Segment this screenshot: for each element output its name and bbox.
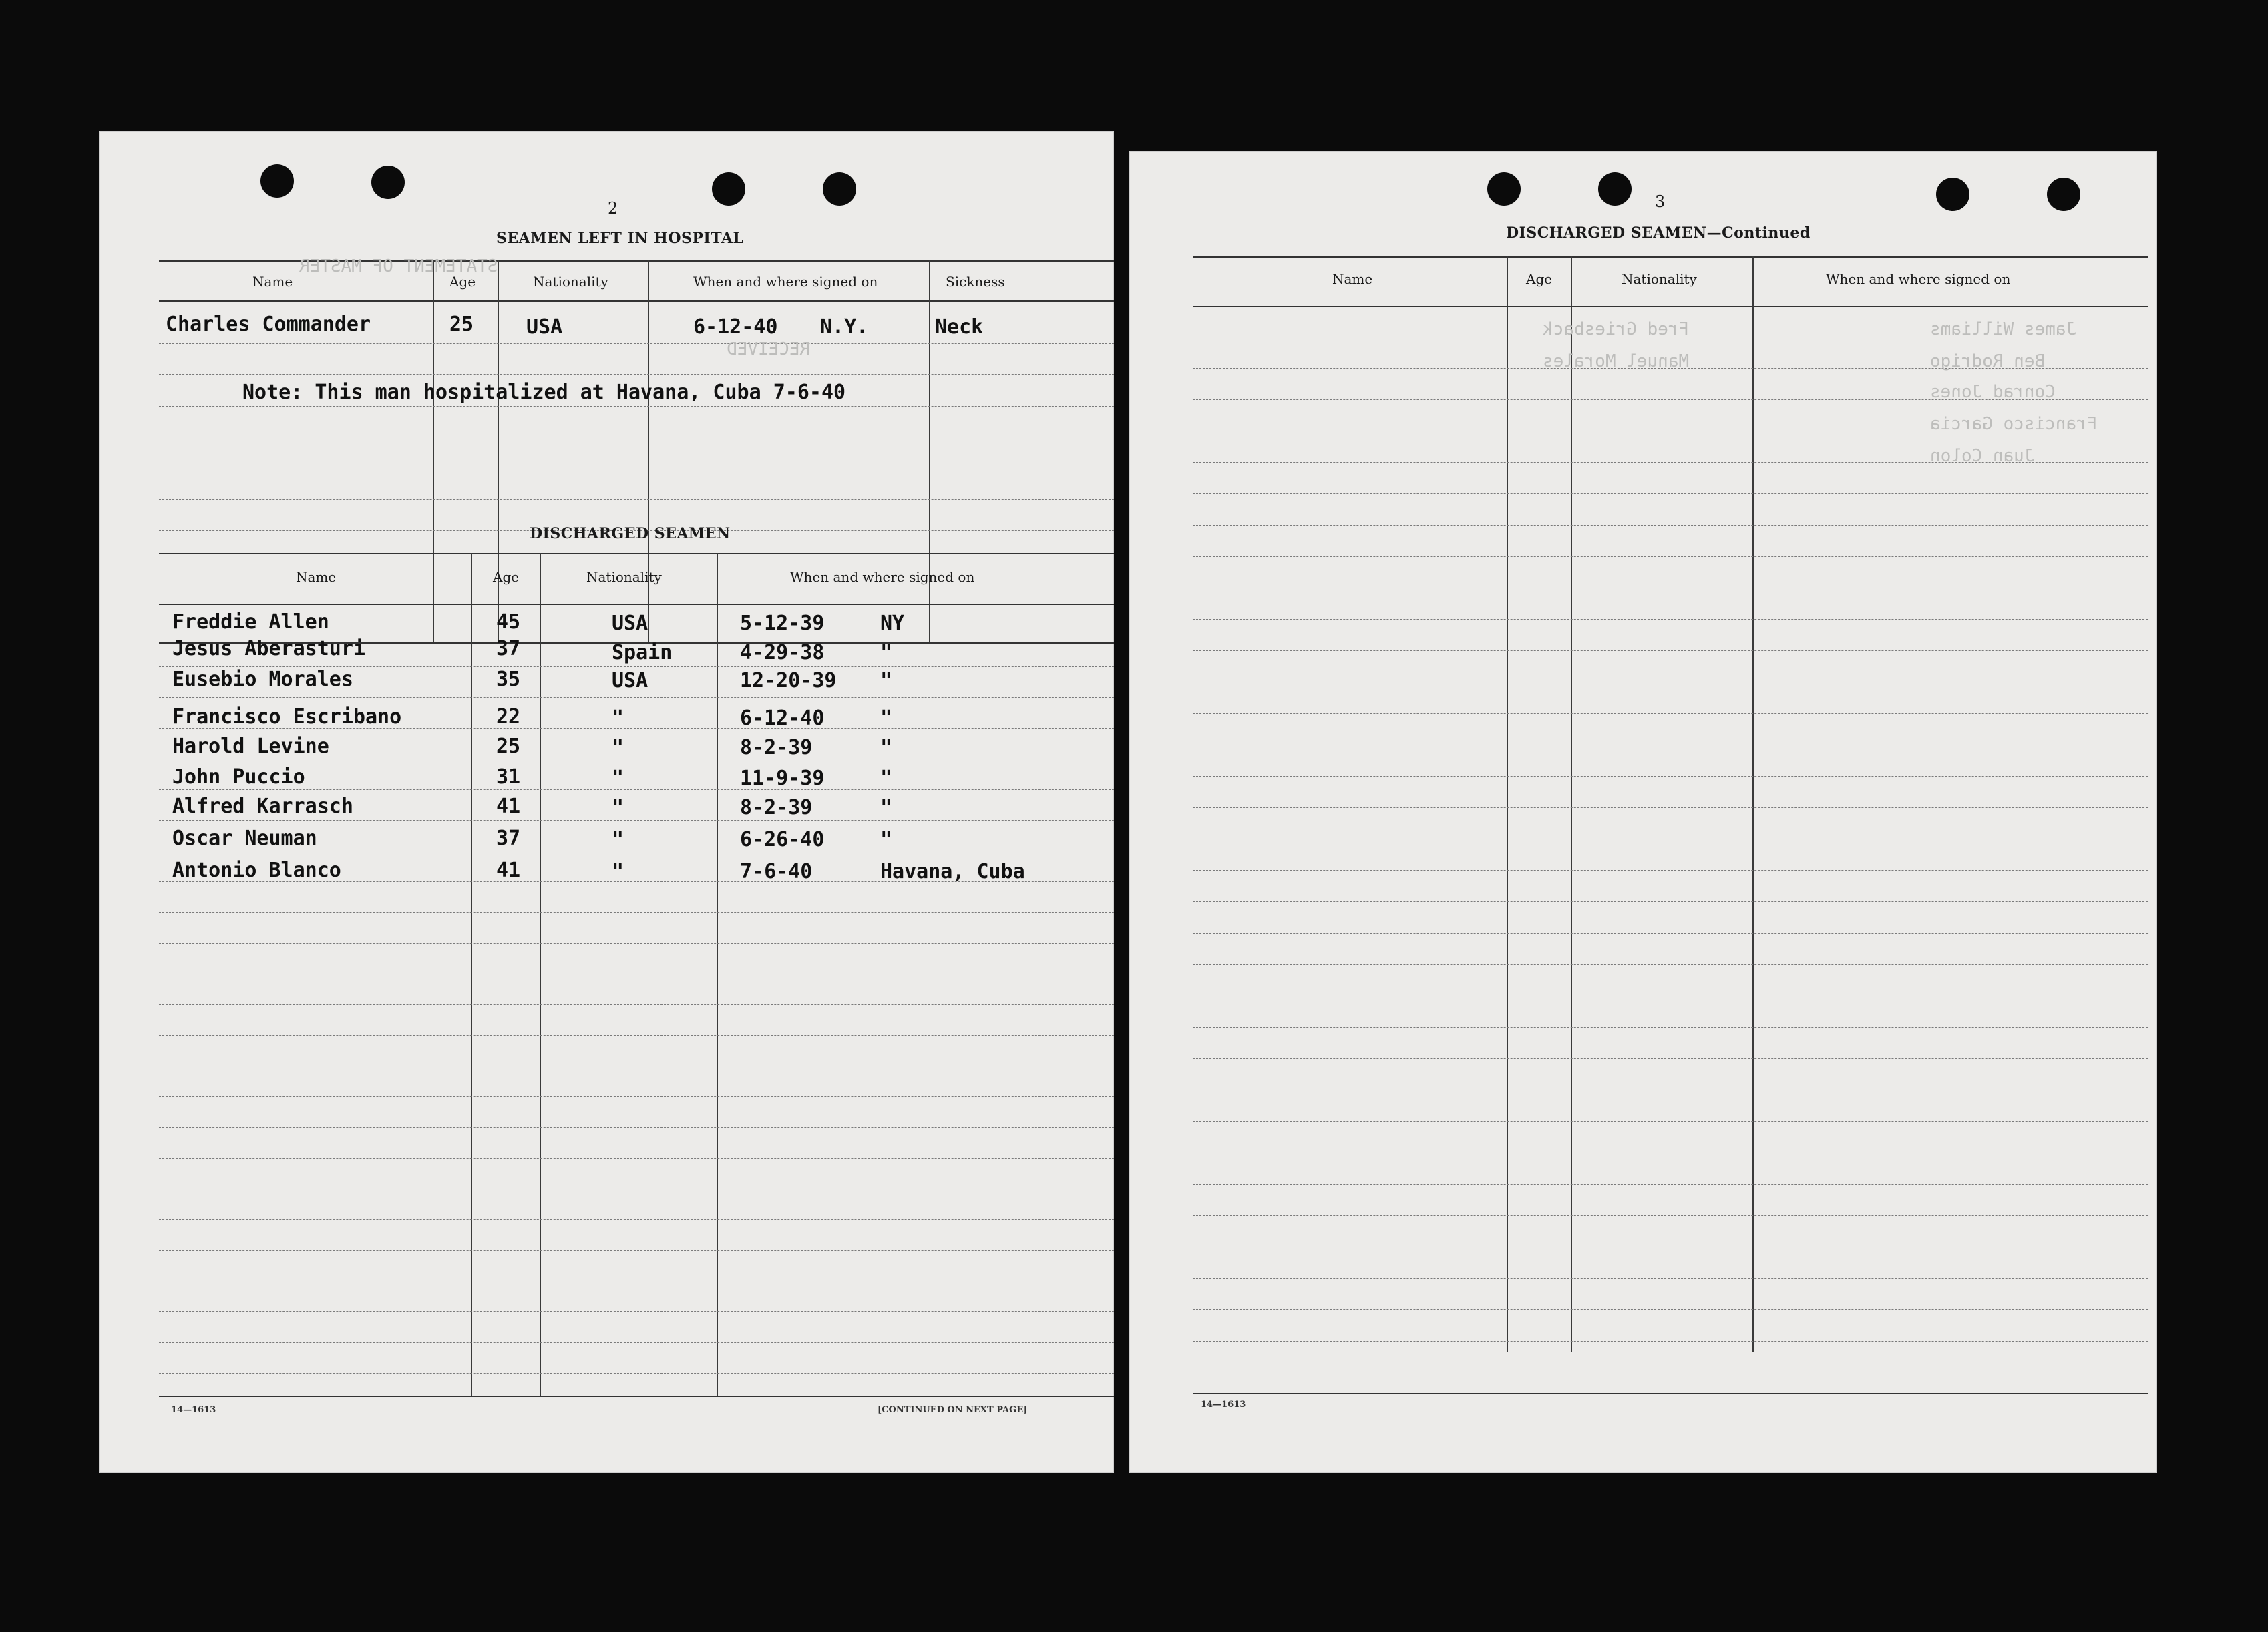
ruled-line <box>1193 556 2148 557</box>
ruled-line <box>159 820 1114 821</box>
ruled-line <box>1193 1058 2148 1059</box>
column-divider <box>929 260 930 642</box>
seaman-name: Oscar Neuman <box>172 827 317 850</box>
column-divider <box>540 553 541 1396</box>
hospital-sickness: Neck <box>935 315 984 339</box>
header-signed-on: When and where signed on <box>1826 271 2011 287</box>
hospital-note: Note: This man hospitalized at Havana, Cuba 7-6-40 <box>242 381 846 404</box>
continued-title: DISCHARGED SEAMEN—Continued <box>1506 224 1811 242</box>
bleed-through: STATEMENT OF MASTER <box>299 256 498 276</box>
punch-hole <box>2047 178 2080 211</box>
seaman-place: Havana, Cuba <box>880 860 1025 883</box>
ruled-line <box>159 1311 1114 1312</box>
ruled-line <box>159 406 1114 407</box>
ruled-line <box>159 1035 1114 1036</box>
seaman-date: 7-6-40 <box>740 860 813 883</box>
punch-hole <box>371 166 405 199</box>
hospital-nationality: USA <box>526 315 563 339</box>
bottom-rule <box>1193 1393 2148 1394</box>
hospital-place: N.Y. <box>820 315 869 339</box>
seaman-date: 6-12-40 <box>740 706 825 730</box>
table-top-rule <box>159 553 1114 554</box>
ruled-line <box>159 343 1114 344</box>
bleed-through: Fred Griesback <box>1543 319 1690 339</box>
continued-note: [CONTINUED ON NEXT PAGE] <box>878 1405 1028 1415</box>
seaman-place: " <box>880 706 893 730</box>
ruled-line <box>159 943 1114 944</box>
seaman-date: 4-29-38 <box>740 641 825 664</box>
seaman-nationality: " <box>612 736 624 759</box>
hospital-date: 6-12-40 <box>693 315 778 339</box>
seaman-nationality: " <box>612 828 624 851</box>
header-signed-on: When and where signed on <box>790 569 975 585</box>
seaman-age: 45 <box>496 610 521 634</box>
form-number: 14—1613 <box>171 1405 216 1415</box>
seaman-nationality: " <box>612 767 624 790</box>
ruled-line <box>159 1158 1114 1159</box>
ruled-line <box>159 912 1114 913</box>
seaman-date: 12-20-39 <box>740 669 837 692</box>
header-age: Age <box>493 569 520 585</box>
seaman-age: 37 <box>496 637 521 660</box>
column-divider <box>648 260 649 642</box>
ruled-line <box>159 1342 1114 1343</box>
bleed-through: Francisco Garcia <box>1930 414 2098 434</box>
page-number: 2 <box>608 199 618 218</box>
bleed-through: Ben Rodrigo <box>1930 351 2046 371</box>
punch-hole <box>260 164 294 198</box>
header-name: Name <box>252 274 293 290</box>
hospital-age: 25 <box>449 313 474 336</box>
seaman-place: " <box>880 736 893 759</box>
header-rule <box>159 604 1114 605</box>
table-top-rule <box>1193 256 2148 258</box>
ruled-line <box>1193 933 2148 934</box>
ruled-line <box>1193 1341 2148 1342</box>
seaman-name: Harold Levine <box>172 735 329 758</box>
seaman-date: 8-2-39 <box>740 796 813 819</box>
seaman-age: 41 <box>496 795 521 818</box>
seaman-nationality: USA <box>612 669 648 692</box>
seaman-age: 31 <box>496 765 521 789</box>
seaman-age: 25 <box>496 735 521 758</box>
ruled-line <box>1193 650 2148 651</box>
header-rule <box>159 300 1114 302</box>
ruled-line <box>1193 713 2148 714</box>
header-nationality: Nationality <box>533 274 608 290</box>
ruled-line <box>1193 870 2148 871</box>
ruled-line <box>159 1096 1114 1097</box>
bleed-through: Conrad Jones <box>1930 382 2056 402</box>
punch-hole <box>1936 178 1969 211</box>
ruled-line <box>159 374 1114 375</box>
header-age: Age <box>1526 271 1553 287</box>
seaman-name: Eusebio Morales <box>172 668 353 691</box>
bottom-rule <box>159 1396 1114 1397</box>
header-name: Name <box>296 569 337 585</box>
bleed-through: Manuel Morales <box>1543 351 1690 371</box>
hospital-section-title: SEAMEN LEFT IN HOSPITAL <box>496 230 744 247</box>
form-number: 14—1613 <box>1201 1400 1246 1410</box>
seaman-date: 11-9-39 <box>740 767 825 790</box>
punch-hole <box>712 172 745 206</box>
seaman-nationality: USA <box>612 612 648 635</box>
discharged-section-title: DISCHARGED SEAMEN <box>530 525 731 542</box>
ruled-line <box>159 789 1114 790</box>
seaman-place: " <box>880 828 893 851</box>
seaman-place: " <box>880 796 893 819</box>
seaman-nationality: " <box>612 706 624 730</box>
punch-hole <box>1487 172 1521 206</box>
seaman-age: 37 <box>496 827 521 850</box>
header-age: Age <box>449 274 476 290</box>
punch-hole <box>1598 172 1632 206</box>
ruled-line <box>1193 619 2148 620</box>
ruled-line <box>1193 493 2148 494</box>
seaman-date: 6-26-40 <box>740 828 825 851</box>
ruled-line <box>159 1373 1114 1374</box>
ruled-line <box>1193 1027 2148 1028</box>
seaman-name: Francisco Escribano <box>172 705 402 729</box>
ruled-line <box>1193 776 2148 777</box>
ruled-line <box>159 499 1114 500</box>
ruled-line <box>159 1004 1114 1005</box>
header-signed-on: When and where signed on <box>693 274 878 290</box>
seaman-nationality: Spain <box>612 641 673 664</box>
ruled-line <box>159 697 1114 698</box>
seaman-date: 8-2-39 <box>740 736 813 759</box>
seaman-age: 35 <box>496 668 521 691</box>
ruled-line <box>1193 807 2148 808</box>
column-divider <box>471 553 472 1396</box>
ruled-line <box>1193 964 2148 965</box>
ruled-line <box>1193 1121 2148 1122</box>
seaman-nationality: " <box>612 796 624 819</box>
ruled-line <box>1193 1309 2148 1310</box>
seaman-name: Antonio Blanco <box>172 859 341 882</box>
right-page <box>1129 151 2157 1473</box>
ruled-line <box>1193 901 2148 902</box>
seaman-place: " <box>880 669 893 692</box>
ruled-line <box>1193 1215 2148 1216</box>
seaman-date: 5-12-39 <box>740 612 825 635</box>
punch-hole <box>823 172 856 206</box>
page-number: 3 <box>1655 192 1666 211</box>
seaman-place: " <box>880 767 893 790</box>
ruled-line <box>1193 1184 2148 1185</box>
header-nationality: Nationality <box>1622 271 1697 287</box>
seaman-age: 41 <box>496 859 521 882</box>
hospital-name: Charles Commander <box>166 313 371 336</box>
seaman-age: 22 <box>496 705 521 729</box>
column-divider <box>1507 256 1508 1352</box>
header-rule <box>1193 306 2148 307</box>
ruled-line <box>159 666 1114 667</box>
ruled-line <box>159 1127 1114 1128</box>
left-page <box>99 131 1114 1473</box>
column-divider <box>1571 256 1572 1352</box>
seaman-nationality: " <box>612 860 624 883</box>
seaman-place: " <box>880 641 893 664</box>
seaman-name: Freddie Allen <box>172 610 329 634</box>
seaman-name: Alfred Karrasch <box>172 795 353 818</box>
bleed-through: Juan Colon <box>1930 446 2035 466</box>
column-divider <box>1752 256 1754 1352</box>
seaman-name: John Puccio <box>172 765 305 789</box>
bleed-through: RECEIVED <box>727 339 811 359</box>
bleed-through: James Williams <box>1930 319 2077 339</box>
seaman-name: Jesus Aberasturi <box>172 637 365 660</box>
column-divider <box>498 260 499 642</box>
column-divider <box>717 553 718 1396</box>
column-divider <box>433 260 434 642</box>
ruled-line <box>1193 1278 2148 1279</box>
header-nationality: Nationality <box>586 569 662 585</box>
ruled-line <box>1193 525 2148 526</box>
header-name: Name <box>1332 271 1373 287</box>
ruled-line <box>159 1250 1114 1251</box>
header-sickness: Sickness <box>946 274 1005 290</box>
seaman-place: NY <box>880 612 905 635</box>
ruled-line <box>159 1219 1114 1220</box>
